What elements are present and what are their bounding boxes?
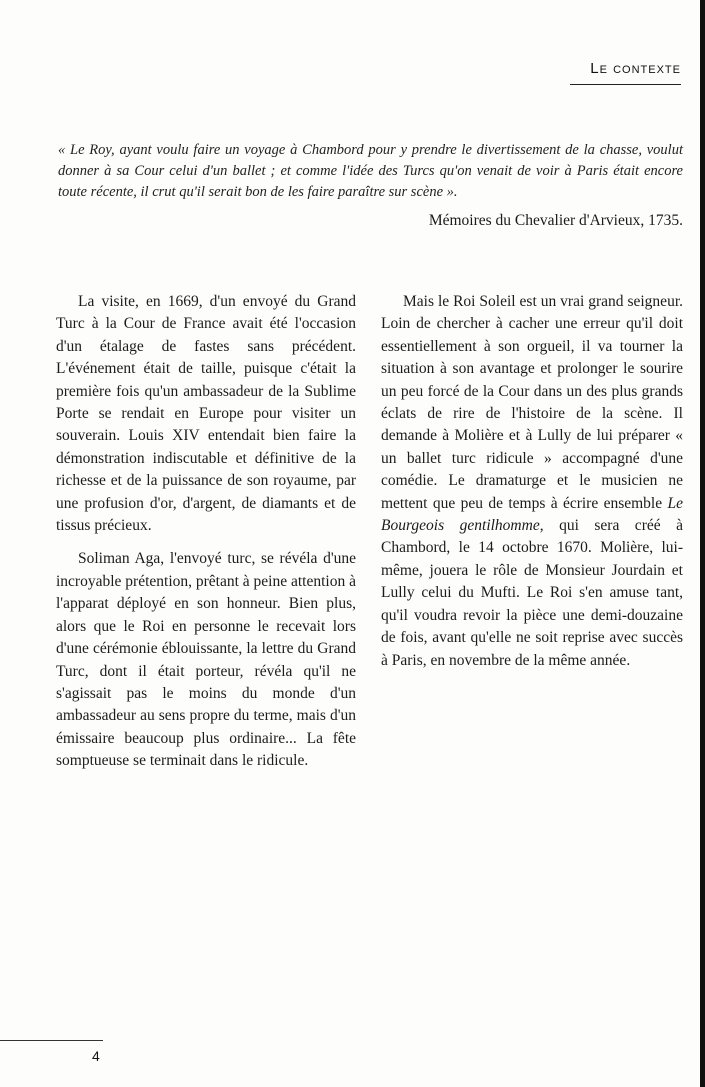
work-title: Le Bourgeois gentilhomme <box>381 494 683 535</box>
header-rule <box>570 84 681 85</box>
paragraph: La visite, en 1669, d'un envoyé du Grand Turc à la Cour de France avait été l'occasion d'un étalage de fastes sans précédent. L'événement était de taille, puisque c'était la première fois qu'un ambassadeur de la Sublime Porte se rendait en Europe pour visiter un souverain. Louis XIV entendait bien faire la démonstration indiscutable et définitive de la richesse et de la puissance de son royaume, par une profusion d'or, d'argent, de diamants et de tissus précieux. <box>56 293 356 535</box>
body-column-left <box>56 291 356 784</box>
section-header: Le contexte <box>590 60 681 77</box>
footer-rule <box>0 1040 103 1041</box>
page-edge-shadow <box>700 0 705 1087</box>
paragraph <box>381 291 683 672</box>
body-column-right <box>381 291 683 683</box>
paragraph-text: Mais le Roi Soleil est un vrai grand seigneur. Loin de chercher à cacher une erreur qu'il doit essentiellement à son orgueil, il va tourner la situation à son avantage et prolonger le sourire un peu forcé de la Cour dans un des plus grands éclats de rire de l'histoire de la scène. Il demande à Molière et à Lully de lui préparer « un ballet turc ridicule » accompagné d'une comédie. Le dramaturge et le musicien ne mettent que peu de temps à écrire ensemble <box>381 293 683 512</box>
page-number: 4 <box>92 1048 100 1064</box>
epigraph-quote: « Le Roy, ayant voulu faire un voyage à Chambord pour y prendre le divertissement de la chasse, voulut donner à sa Cour celui d'un ballet ; et comme l'idée des Turcs qu'on venait de voir à Paris était encore toute récente, il crut qu'il serait bon de les faire paraître sur scène ». <box>58 142 683 200</box>
epigraph-attribution: Mémoires du Chevalier d'Arvieux, 1735. <box>428 212 683 229</box>
paragraph-text: , qui sera créé à Chambord, le 14 octobre 1670. Molière, lui-même, jouera le rôle de Monsieur Jourdain et Lully celui du Mufti. Le Roi s'en amuse tant, qu'il voudra revoir la pièce une demi-douzaine de fois, avant qu'elle ne soit reprise avec succès à Paris, en novembre de la même année. <box>381 517 683 669</box>
paragraph: Soliman Aga, l'envoyé turc, se révéla d'une incroyable prétention, prêtant à peine attention à l'apparat déployé en son honneur. Bien plus, alors que le Roi en personne le recevait lors d'une cérémonie éblouissante, la lettre du Grand Turc, dont il était porteur, révéla qu'il ne s'agissait pas le moins du monde d'un ambassadeur au sens propre du terme, mais d'un émissaire beaucoup plus ordinaire... La fête somptueuse se terminait dans le ridicule. <box>56 550 356 770</box>
